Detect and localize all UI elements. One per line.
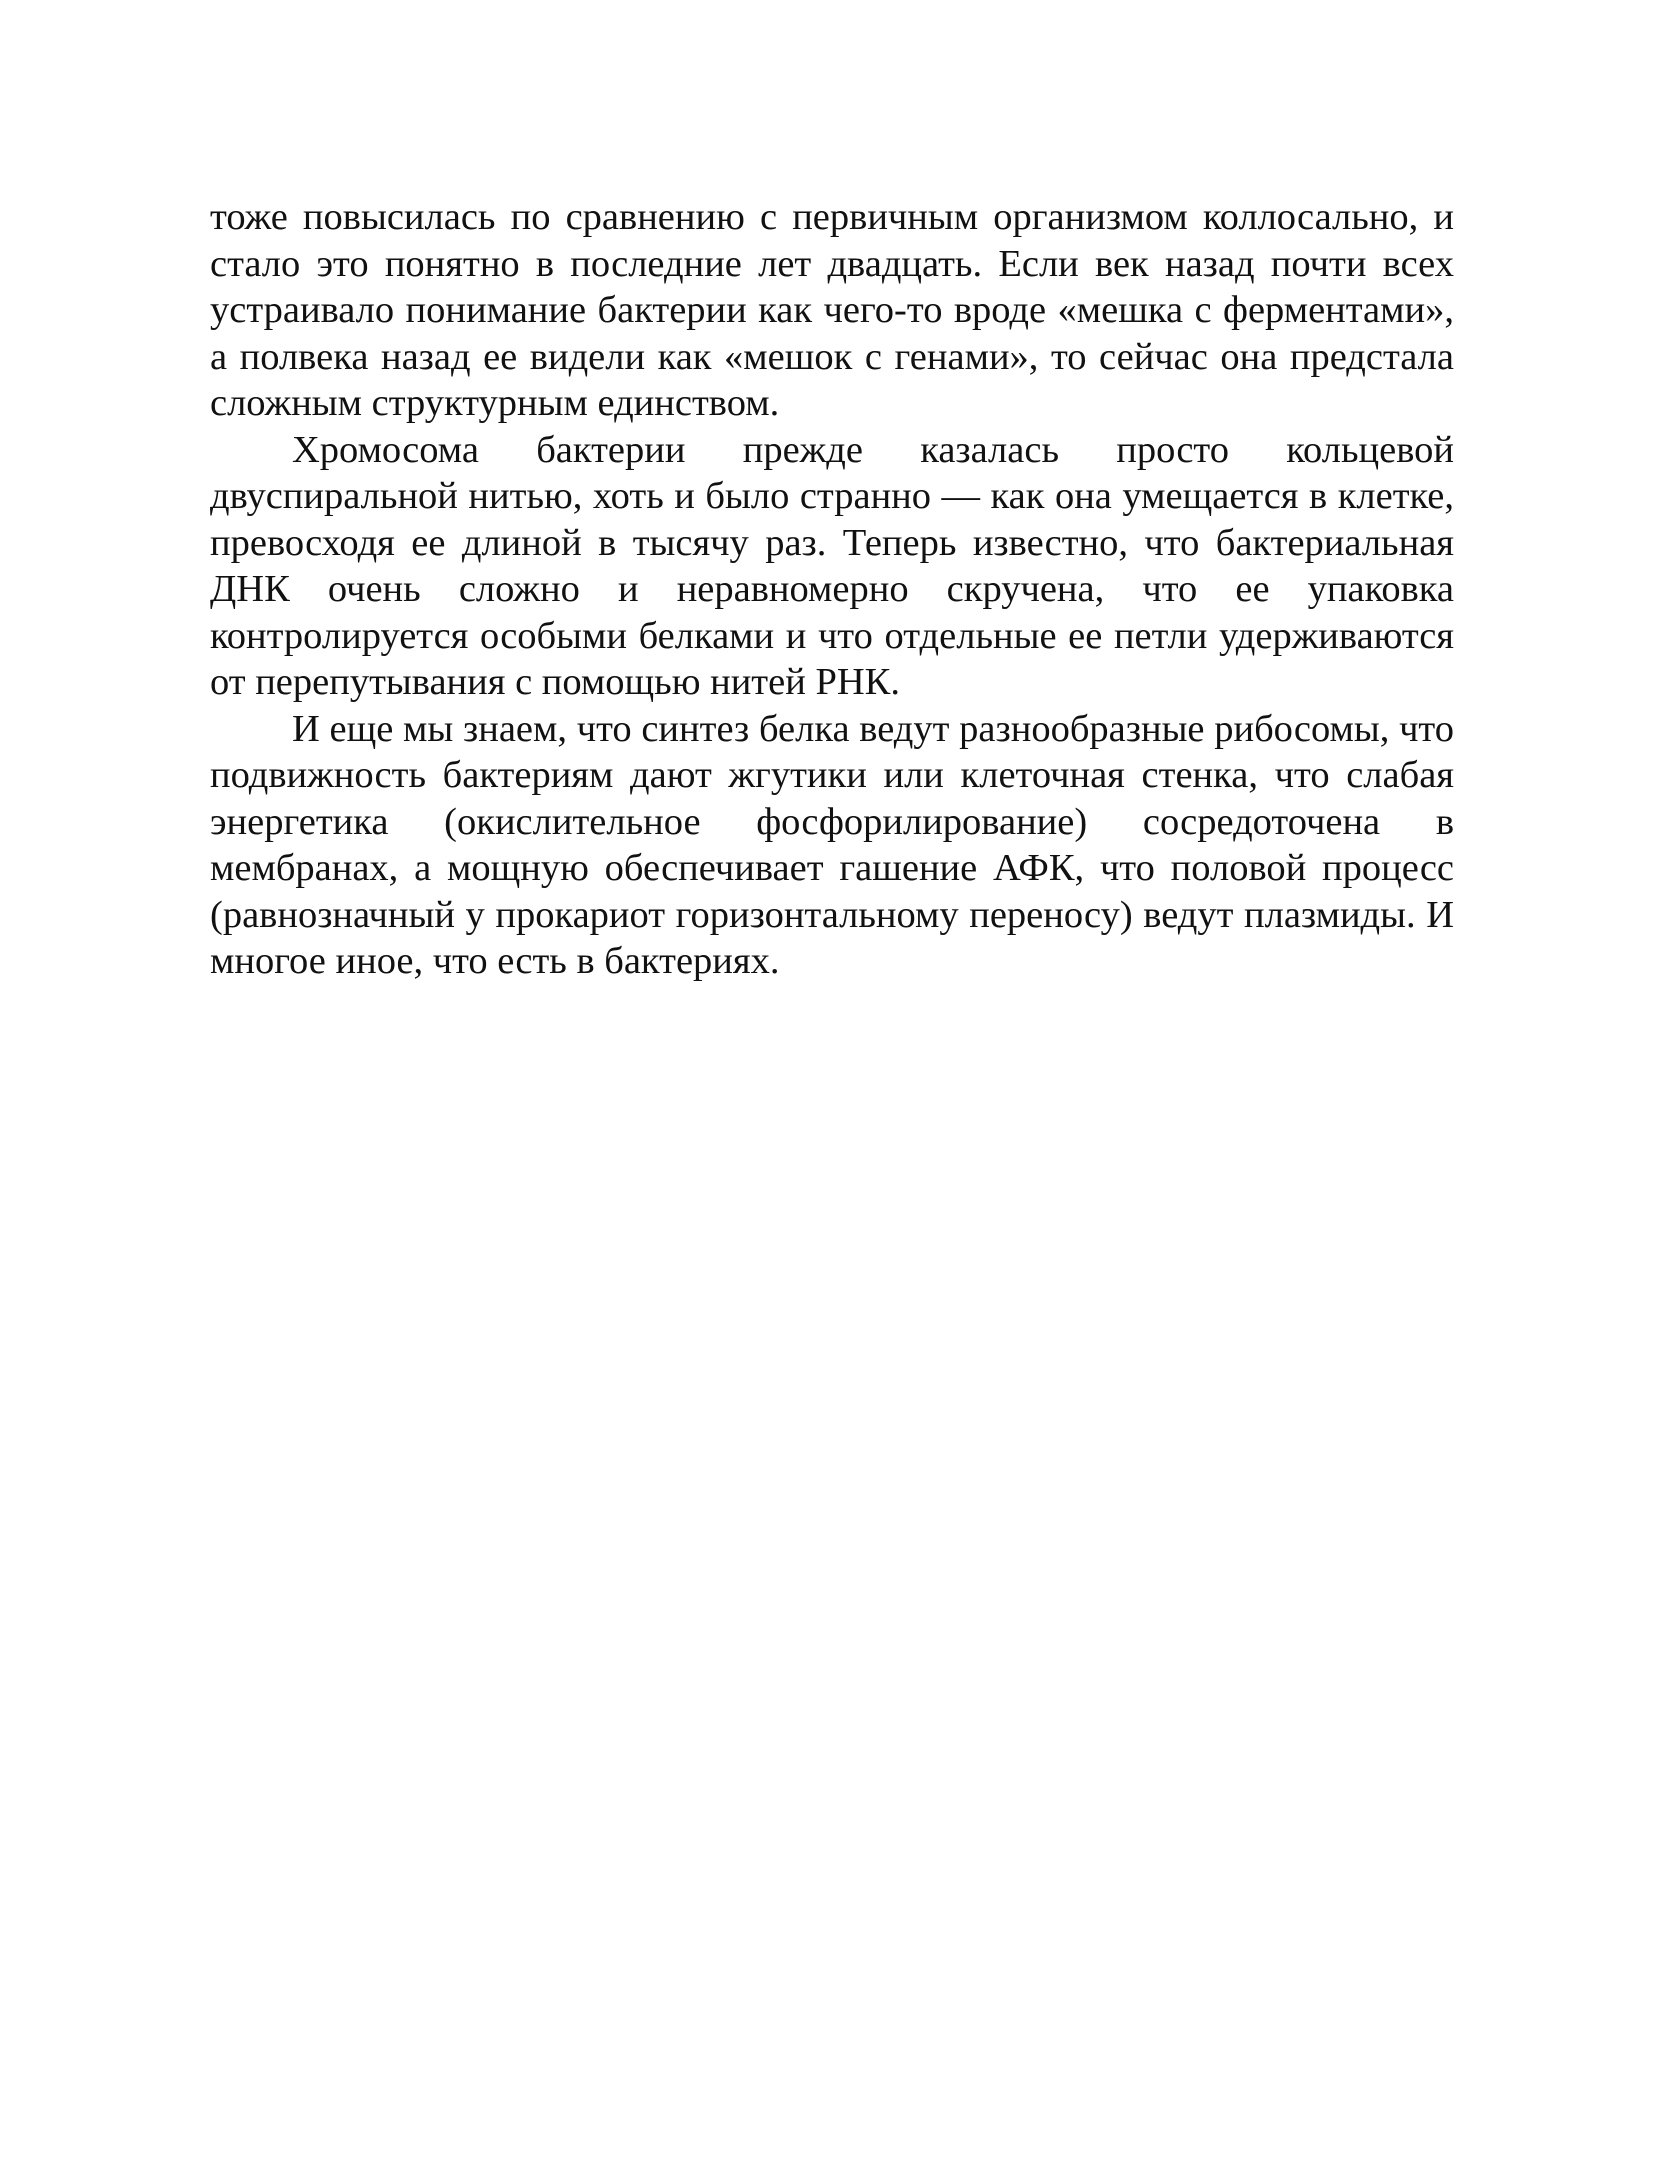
paragraph-cell-components: И еще мы знаем, что синтез белка ведут разнообразные рибосомы, что подвижность бактериям дают жгутики или клеточная стенка, что слабая энергетика (окислительное фосфорилирование) сосредоточена в мембранах, а мощную обеспечивает гашение АФК, что половой процесс (равнозначный у прокариот горизонтальному переносу) ведут плазмиды. И многое иное, что есть в бактериях. [210,707,1454,982]
paragraph-chromosome: Хромосома бактерии прежде казалась просто кольцевой двуспиральной нитью, хоть и было странно — как она умещается в клетке, превосходя ее длиной в тысячу раз. Теперь известно, что бактериальная ДНК очень сложно и неравномерно скручена, что ее упаковка контролируется особыми белками и что отдельные ее петли удерживаются от перепутывания с помощью нитей РНК. [210,428,1454,703]
paragraph-continuation: тоже повысилась по сравнению с первичным организмом коллосально, и стало это понятно в последние лет двадцать. Если век назад почти всех устраивало понимание бактерии как чего-то вроде «мешка с ферментами», а полвека назад ее видели как «мешок с генами», то сейчас она предстала сложным структурным единством. [210,196,1454,424]
body-text [210,194,1454,985]
